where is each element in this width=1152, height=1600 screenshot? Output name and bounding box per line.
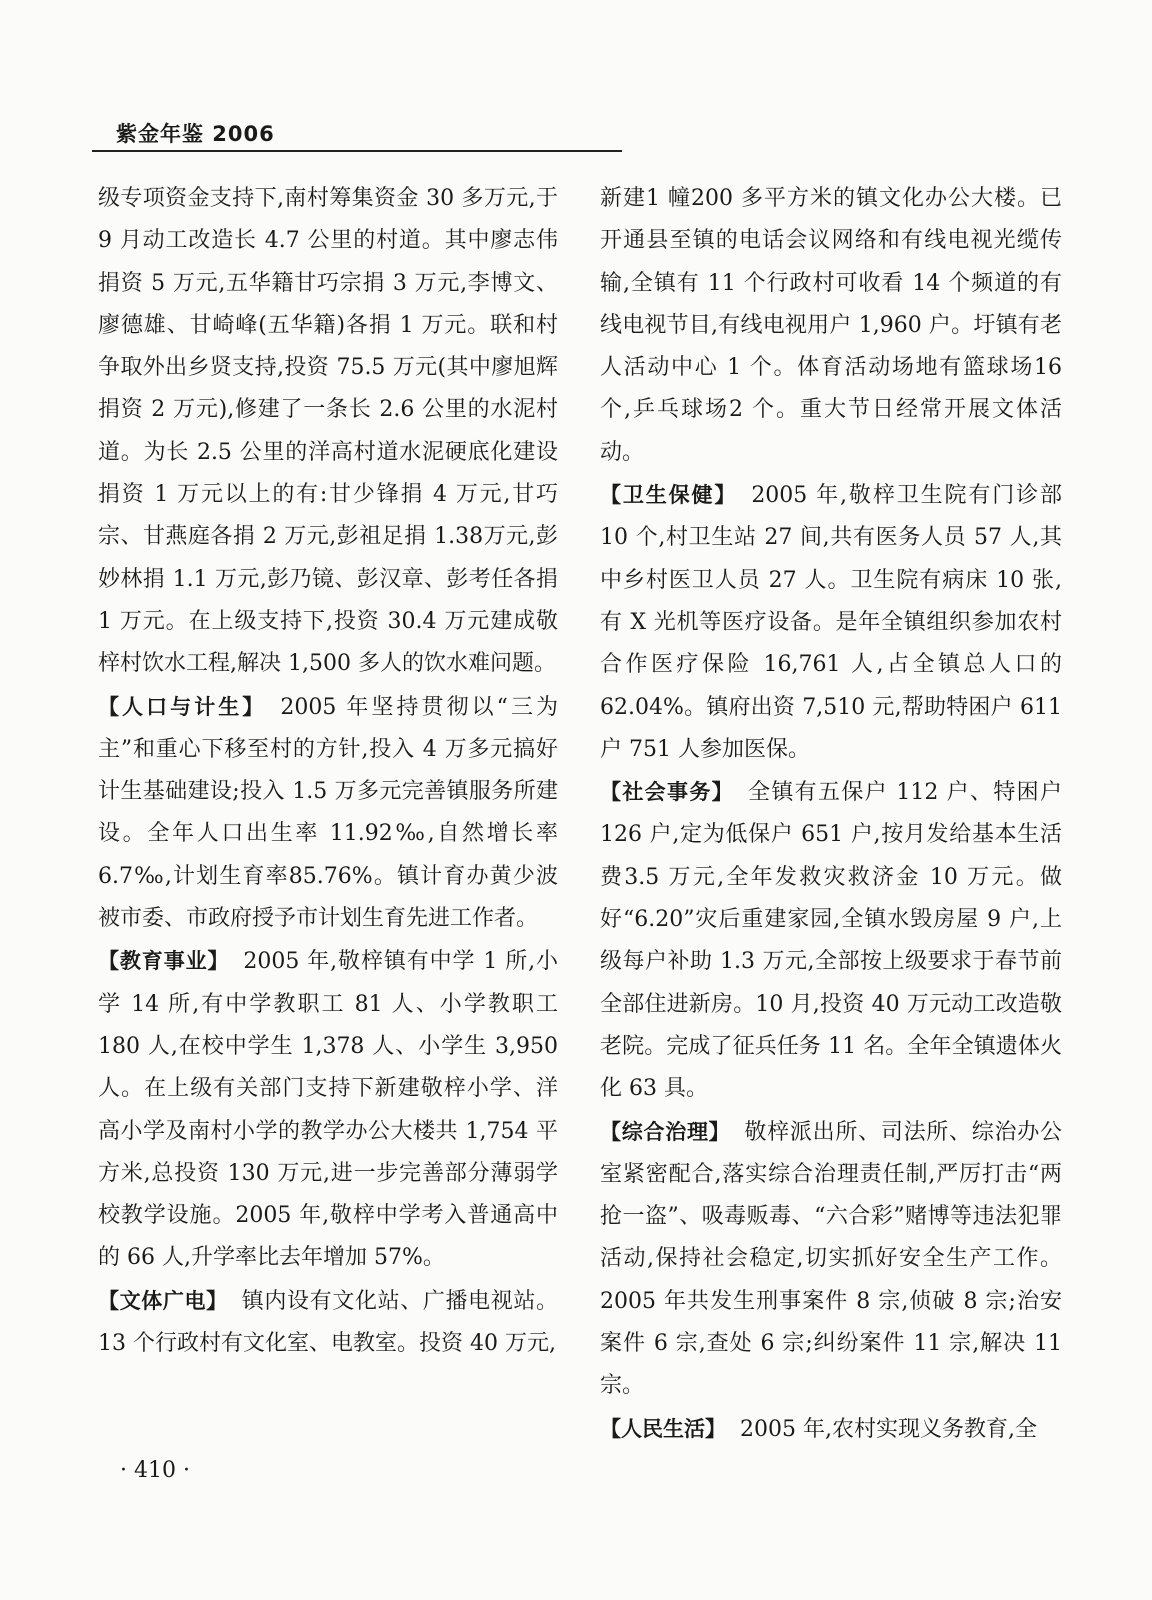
right-intro-paragraph: 新建1 幢200 多平方米的镇文化办公大楼。已开通县至镇的电话会议网络和有线电视光缆传输,全镇有 11 个行政村可收看 14 个频道的有线电视节目,有线电视用户 1,960 户。圩镇有老人活动中心 1 个。体育活动场地有篮球场16 个,乒乓球场2 个。重大节日经常开展文体活动。 xyxy=(600,186,1062,465)
section-social xyxy=(600,771,1062,1110)
section-text-livelihood: 2005 年,农村实现义务教育,全 xyxy=(740,1416,1037,1442)
section-heading-social: 【社会事务】 xyxy=(600,780,735,805)
section-heading-population: 【人口与计生】 xyxy=(98,694,267,719)
section-heading-livelihood: 【人民生活】 xyxy=(600,1416,726,1441)
section-culture xyxy=(98,1280,558,1366)
section-heading-culture: 【文体广电】 xyxy=(98,1288,228,1313)
section-text-population: 2005 年坚持贯彻以“三为主”和重心下移至村的方针,投入 4 万多元搞好计生基础建设;投入 1.5 万多元完善镇服务所建设。全年人口出生率 11.92‰,自然增长率6.7‰,计划生育率85.76%。镇计育办黄少波被市委、市政府授予市计划生育先进工作者。 xyxy=(98,694,559,932)
section-governance xyxy=(600,1111,1062,1408)
right-column xyxy=(600,178,1062,1451)
section-heading-governance: 【综合治理】 xyxy=(600,1119,731,1144)
left-intro-paragraph: 级专项资金支持下,南村筹集资金 30 多万元,于9 月动工改造长 4.7 公里的村道。其中廖志伟捐资 5 万元,五华籍甘巧宗捐 3 万元,李博文、廖德雄、甘崎峰(五华籍)各捐 1 万元。联和村争取外出乡贤支持,投资 75.5 万元(其中廖旭辉捐资 2 万元),修建了一条长 2.6 公里的水泥村道。为长 2.5 公里的洋高村道水泥硬底化建设捐资 1 万元以上的有:甘少锋捐 4 万元,甘巧宗、甘燕庭各捐 2 万元,彭祖足捐 1.38万元,彭妙林捐 1.1 万元,彭乃镜、彭汉章、彭考任各捐 1 万元。在上级支持下,投资 30.4 万元建成敬梓村饮水工程,解决 1,500 多人的饮水难问题。 xyxy=(98,186,558,677)
section-text-education: 2005 年,敬梓镇有中学 1 所,小学 14 所,有中学教职工 81 人、小学教职工 180 人,在校中学生 1,378 人、小学生 3,950 人。在上级有关部门支持下新建敬梓小学、洋高小学及南村小学的教学办公大楼共 1,754 平方米,总投资 130 万元,进一步完善部分薄弱学校教学设施。2005 年,敬梓中学考入普通高中的 66 人,升学率比去年增加 57%。 xyxy=(98,949,559,1271)
page-number: · 410 · xyxy=(120,1458,190,1483)
section-health xyxy=(600,474,1062,771)
section-text-culture: 镇内设有文化站、广播电视站。13 个行政村有文化室、电教室。投资 40 万元, xyxy=(98,1288,558,1357)
section-text-governance: 敬梓派出所、司法所、综治办公室紧密配合,落实综合治理责任制,严厉打击“两抢一盗”、吸毒贩毒、“六合彩”赌博等违法犯罪活动,保持社会稳定,切实抓好安全生产工作。2005 年共发生刑事案件 8 宗,侦破 8 宗;治安案件 6 宗,查处 6 宗;纠纷案件 11 宗,解决 11 宗。 xyxy=(600,1119,1062,1399)
section-heading-education: 【教育事业】 xyxy=(98,949,230,974)
header-rule xyxy=(92,150,622,152)
section-livelihood xyxy=(600,1408,1062,1451)
left-column xyxy=(98,178,558,1365)
running-header: 紫金年鉴 2006 xyxy=(116,122,275,146)
section-education xyxy=(98,940,558,1279)
section-text-health: 2005 年,敬梓卫生院有门诊部 10 个,村卫生站 27 间,共有医务人员 57 人,其中乡村医卫人员 27 人。卫生院有病床 10 张,有 X 光机等医疗设备。是年全镇组织参加农村合作医疗保险 16,761 人,占全镇总人口的 62.04%。镇府出资 7,510 元,帮助特困户 611 户 751 人参加医保。 xyxy=(600,483,1063,762)
section-population xyxy=(98,686,558,941)
section-heading-health: 【卫生保健】 xyxy=(600,483,738,508)
section-text-social: 全镇有五保户 112 户、特困户 126 户,定为低保户 651 户,按月发给基本生活费3.5 万元,全年发救灾救济金 10 万元。做好“6.20”灾后重建家园,全镇水毁房屋 9 户,上级每户补助 1.3 万元,全部按上级要求于春节前全部住进新房。10 月,投资 40 万元动工改造敬老院。完成了征兵任务 11 名。全年全镇遗体火化 63 具。 xyxy=(600,780,1063,1102)
